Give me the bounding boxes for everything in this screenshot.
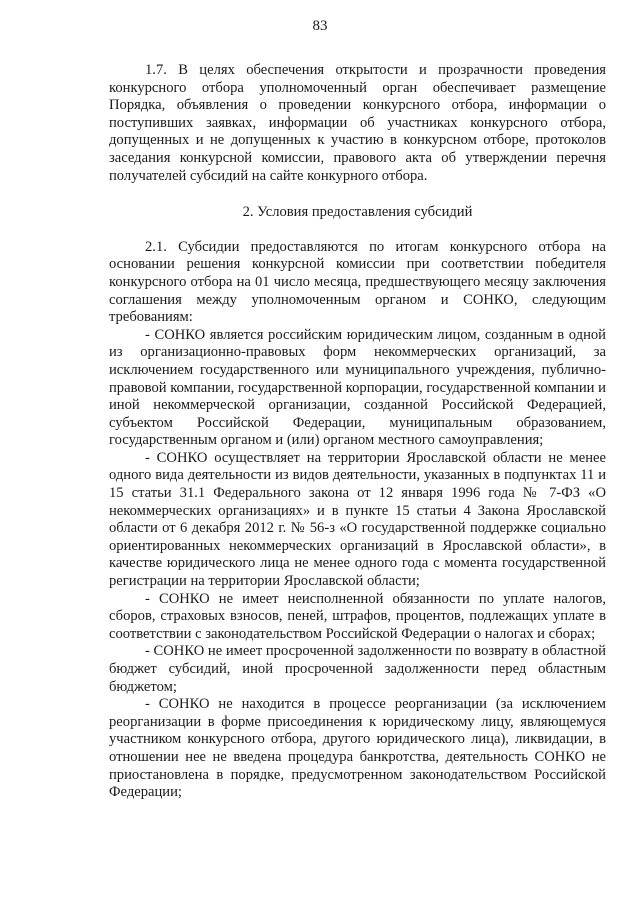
page-number: 83	[312, 18, 328, 34]
paragraph-1-7: 1.7. В целях обеспечения открытости и прозрачности проведения конкурсного отбора уполномоченный орган обеспечивает размещение Порядка, объявления о проведении конкурсного отбора, информации о поступивших заявках, информации об участниках конкурсного отбора, допущенных и не допущенных к участию в конкурсном отборе, протоколов заседания конкурсной комиссии, правового акта об утверждении перечня получателей субсидий на сайте конкурного отбора.	[109, 62, 606, 184]
requirement-item: - СОНКО не имеет неисполненной обязанности по уплате налогов, сборов, страховых взносов, пеней, штрафов, процентов, подлежащих уплате в соответствии с законодательством Российской Федерации о налогах и сборах;	[109, 590, 606, 642]
requirement-item: - СОНКО не находится в процессе реорганизации (за исключением реорганизации в форме присоединения к юридическому лицу, являющемуся участником конкурсного отбора, другого юридического лица), ликвидации, в отношении нее не введена процедура банкротства, деятельность СОНКО не приостановлена в порядке, предусмотренном законодательством Российской Федерации;	[109, 696, 606, 801]
paragraph-2-1: 2.1. Субсидии предоставляются по итогам конкурсного отбора на основании решения конкурсной комиссии при соответствии победителя конкурсного отбора на 01 число месяца, предшествующего месяцу заключения соглашения между уполномоченным органом и СОНКО, следующим требованиям:	[109, 238, 606, 326]
section-heading: 2. Условия предоставления субсидий	[242, 204, 473, 221]
requirement-item: - СОНКО не имеет просроченной задолженности по возврату в областной бюджет субсидий, иной просроченной задолженности перед областным бюджетом;	[109, 643, 606, 695]
requirement-item: - СОНКО является российским юридическим лицом, созданным в одной из организационно-правовых форм некоммерческих организаций, за исключением государственного или муниципального учреждения, публично-правовой компании, государственной корпорации, государственной компании и иной некоммерческой организации, созданной Российской Федерацией, субъектом Российской Федерации, муниципальным образованием, государственным органом и (или) органом местного самоуправления;	[109, 326, 606, 449]
requirement-item: - СОНКО осуществляет на территории Ярославской области не менее одного вида деятельности из видов деятельности, указанных в подпунктах 11 и 15 статьи 31.1 Федерального закона от 12 января 1996 года № 7-ФЗ «О некоммерческих организациях» и в пункте 15 статьи 4 Закона Ярославской области от 6 декабря 2012 г. № 56-з «О государственной поддержке социально ориентированных некоммерческих организаций в Ярославской области», в качестве юридического лица не менее одного года с момента государственной регистрации на территории Ярославской области;	[109, 449, 606, 590]
document-body	[109, 62, 606, 802]
